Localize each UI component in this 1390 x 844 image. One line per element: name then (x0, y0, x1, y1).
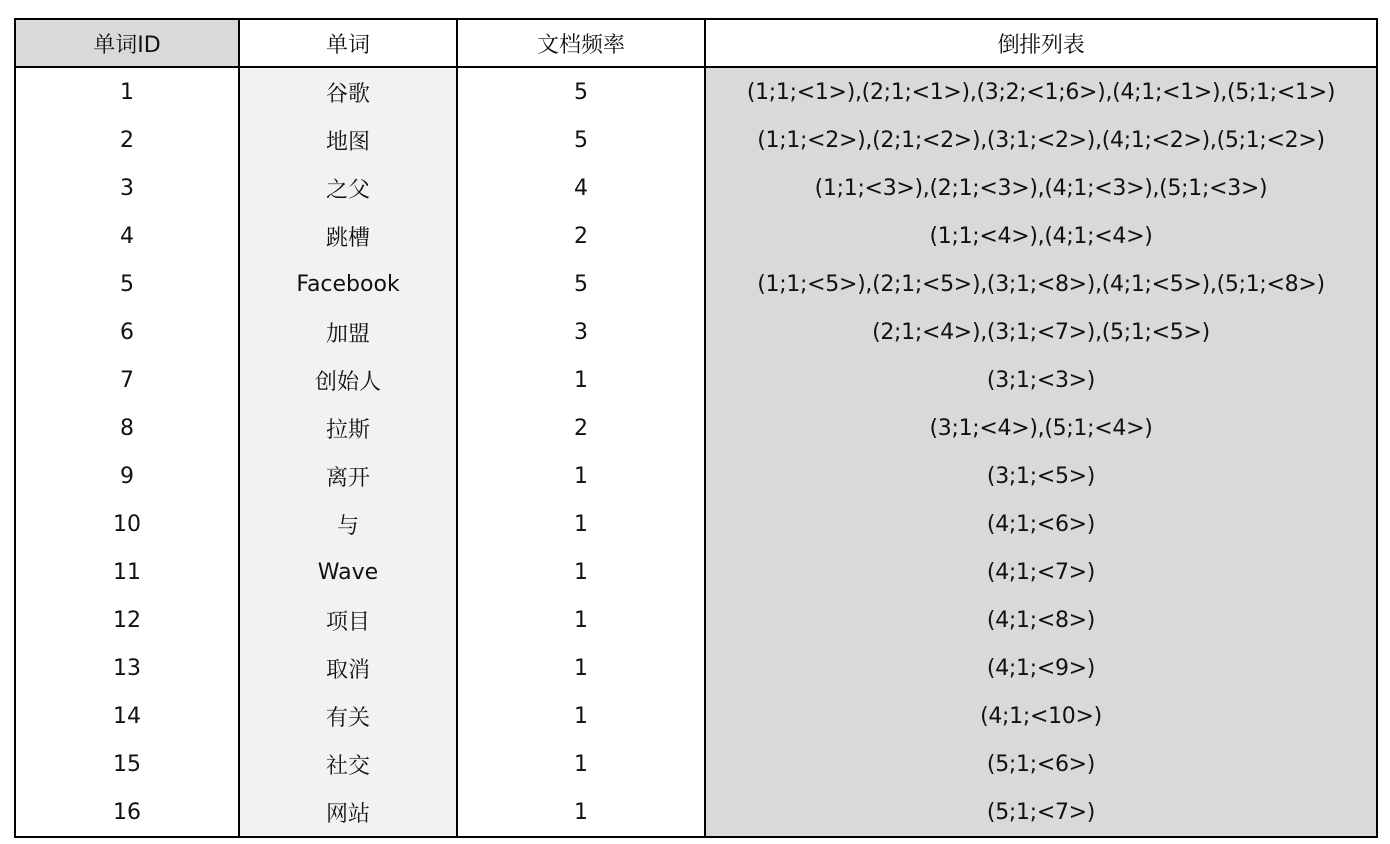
cell-inverted-list: (3;1;<3>) (705, 356, 1377, 404)
cell-doc-frequency: 3 (457, 308, 705, 356)
header-inverted-list: 倒排列表 (705, 19, 1377, 67)
cell-doc-frequency: 1 (457, 596, 705, 644)
cell-word: 创始人 (239, 356, 457, 404)
header-word: 单词 (239, 19, 457, 67)
cell-word: 有关 (239, 692, 457, 740)
cell-inverted-list: (1;1;<4>),(4;1;<4>) (705, 212, 1377, 260)
cell-word-id: 5 (15, 260, 239, 308)
cell-inverted-list: (4;1;<10>) (705, 692, 1377, 740)
cell-inverted-list: (3;1;<5>) (705, 452, 1377, 500)
cell-doc-frequency: 5 (457, 116, 705, 164)
table-row (15, 260, 1377, 308)
cell-inverted-list: (4;1;<6>) (705, 500, 1377, 548)
cell-word-id: 6 (15, 308, 239, 356)
cell-inverted-list: (1;1;<5>),(2;1;<5>),(3;1;<8>),(4;1;<5>),(5;1;<8>) (705, 260, 1377, 308)
inverted-index-table-wrapper (14, 18, 1378, 838)
cell-inverted-list: (4;1;<8>) (705, 596, 1377, 644)
cell-doc-frequency: 1 (457, 788, 705, 837)
cell-word-id: 15 (15, 740, 239, 788)
cell-doc-frequency: 1 (457, 356, 705, 404)
cell-doc-frequency: 1 (457, 644, 705, 692)
table-row (15, 740, 1377, 788)
table-row (15, 500, 1377, 548)
cell-doc-frequency: 5 (457, 260, 705, 308)
cell-word: 社交 (239, 740, 457, 788)
cell-doc-frequency: 2 (457, 404, 705, 452)
header-doc-frequency: 文档频率 (457, 19, 705, 67)
table-row (15, 308, 1377, 356)
cell-word: 加盟 (239, 308, 457, 356)
header-row (15, 19, 1377, 67)
cell-inverted-list: (1;1;<2>),(2;1;<2>),(3;1;<2>),(4;1;<2>),(5;1;<2>) (705, 116, 1377, 164)
cell-inverted-list: (4;1;<9>) (705, 644, 1377, 692)
cell-inverted-list: (5;1;<6>) (705, 740, 1377, 788)
cell-word: 与 (239, 500, 457, 548)
cell-inverted-list: (5;1;<7>) (705, 788, 1377, 837)
cell-word-id: 9 (15, 452, 239, 500)
cell-word-id: 12 (15, 596, 239, 644)
cell-word-id: 2 (15, 116, 239, 164)
cell-word-id: 4 (15, 212, 239, 260)
header-word-id: 单词ID (15, 19, 239, 67)
cell-word-id: 14 (15, 692, 239, 740)
cell-doc-frequency: 1 (457, 452, 705, 500)
cell-word-id: 1 (15, 67, 239, 116)
cell-inverted-list: (1;1;<1>),(2;1;<1>),(3;2;<1;6>),(4;1;<1>),(5;1;<1>) (705, 67, 1377, 116)
cell-doc-frequency: 2 (457, 212, 705, 260)
table-row (15, 452, 1377, 500)
cell-inverted-list: (3;1;<4>),(5;1;<4>) (705, 404, 1377, 452)
table-row (15, 356, 1377, 404)
cell-word: 地图 (239, 116, 457, 164)
cell-word: 取消 (239, 644, 457, 692)
cell-inverted-list: (1;1;<3>),(2;1;<3>),(4;1;<3>),(5;1;<3>) (705, 164, 1377, 212)
table-row (15, 692, 1377, 740)
cell-doc-frequency: 4 (457, 164, 705, 212)
table-row (15, 116, 1377, 164)
cell-doc-frequency: 1 (457, 500, 705, 548)
table-row (15, 644, 1377, 692)
table-header (15, 19, 1377, 67)
cell-inverted-list: (4;1;<7>) (705, 548, 1377, 596)
cell-word: 离开 (239, 452, 457, 500)
table-body (15, 67, 1377, 837)
cell-word: 之父 (239, 164, 457, 212)
table-row (15, 164, 1377, 212)
inverted-index-table (14, 18, 1378, 838)
cell-word: Facebook (239, 260, 457, 308)
table-row (15, 212, 1377, 260)
cell-word: 网站 (239, 788, 457, 837)
cell-word-id: 7 (15, 356, 239, 404)
table-row (15, 548, 1377, 596)
table-row (15, 67, 1377, 116)
cell-word-id: 11 (15, 548, 239, 596)
table-row (15, 788, 1377, 837)
table-row (15, 404, 1377, 452)
table-row (15, 596, 1377, 644)
cell-word-id: 16 (15, 788, 239, 837)
cell-inverted-list: (2;1;<4>),(3;1;<7>),(5;1;<5>) (705, 308, 1377, 356)
cell-doc-frequency: 1 (457, 692, 705, 740)
cell-word-id: 8 (15, 404, 239, 452)
cell-doc-frequency: 1 (457, 740, 705, 788)
cell-word: 跳槽 (239, 212, 457, 260)
cell-doc-frequency: 1 (457, 548, 705, 596)
cell-word-id: 10 (15, 500, 239, 548)
cell-word: 项目 (239, 596, 457, 644)
cell-word-id: 13 (15, 644, 239, 692)
cell-word: 谷歌 (239, 67, 457, 116)
cell-doc-frequency: 5 (457, 67, 705, 116)
cell-word-id: 3 (15, 164, 239, 212)
cell-word: Wave (239, 548, 457, 596)
cell-word: 拉斯 (239, 404, 457, 452)
